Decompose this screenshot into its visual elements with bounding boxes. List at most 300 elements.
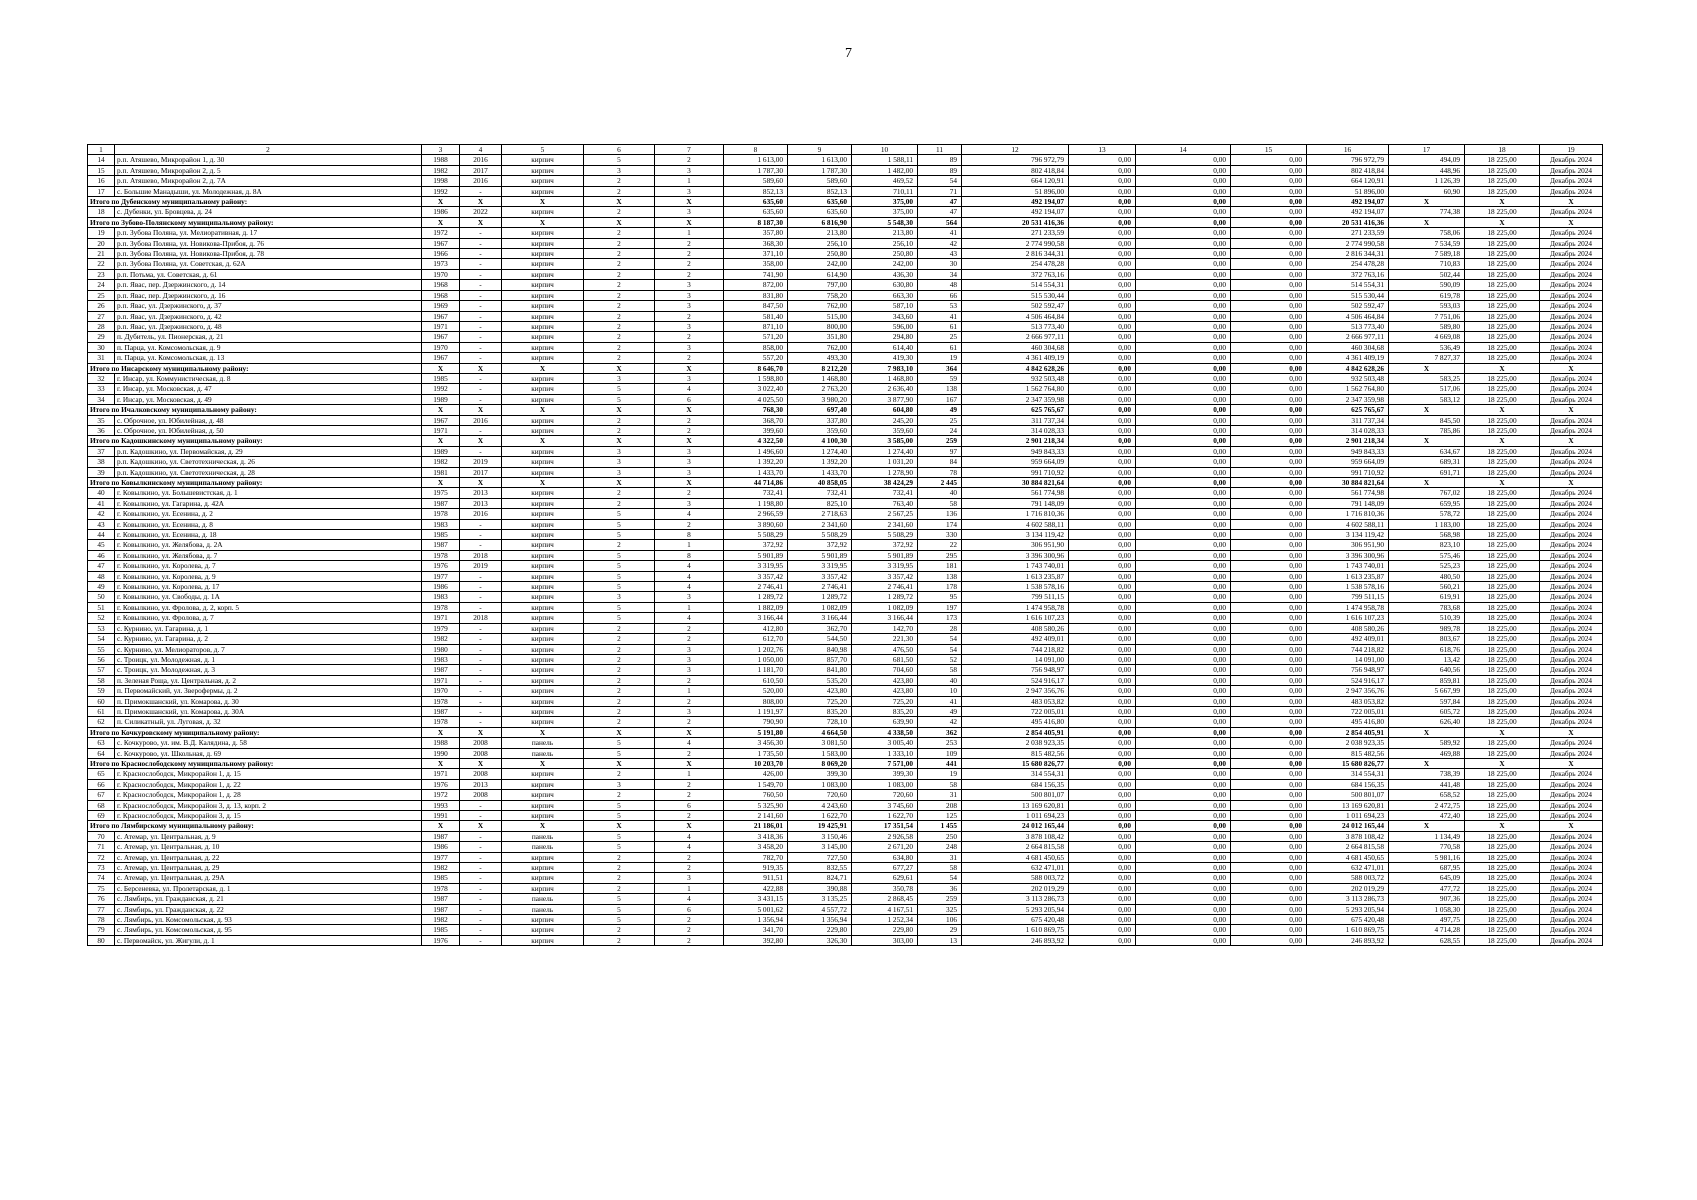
table-cell: 0,00 — [1231, 269, 1307, 279]
table-cell: 2 341,60 — [852, 519, 918, 529]
table-cell: 1966 — [422, 249, 460, 259]
address-cell: г. Краснослободск, Микрорайон 1, д. 28 — [115, 790, 422, 800]
table-cell: 2 — [584, 280, 655, 290]
table-cell: 368,70 — [724, 415, 788, 425]
address-cell: с. Троицк, ул. Молодежная, д. 1 — [115, 654, 422, 664]
table-cell: 2 854 405,91 — [962, 727, 1069, 737]
table-cell: 18 225,00 — [1465, 894, 1540, 904]
table-cell: 18 225,00 — [1465, 269, 1540, 279]
table-cell: 436,30 — [852, 269, 918, 279]
table-cell: 24 012 165,44 — [1307, 821, 1389, 831]
table-cell: 26 — [88, 301, 115, 311]
table-cell: 1 562 764,80 — [962, 384, 1069, 394]
table-cell: 2 774 990,58 — [1307, 238, 1389, 248]
table-cell: 515 530,44 — [1307, 290, 1389, 300]
table-cell: 2 567,25 — [852, 509, 918, 519]
table-cell: Декабрь 2024 — [1540, 706, 1603, 716]
table-cell: X — [1389, 727, 1465, 737]
table-cell: 0,00 — [1231, 457, 1307, 467]
table-cell: 3 — [655, 165, 724, 175]
table-row — [88, 238, 1603, 248]
table-cell: 0,00 — [1069, 686, 1136, 696]
table-row — [88, 894, 1603, 904]
table-cell: 2 947 356,76 — [962, 686, 1069, 696]
table-cell: 1967 — [422, 353, 460, 363]
table-cell: 1982 — [422, 863, 460, 873]
table-cell: 399,30 — [852, 769, 918, 779]
table-cell: 18 225,00 — [1465, 311, 1540, 321]
table-cell: 18 225,00 — [1465, 249, 1540, 259]
table-cell: 808,00 — [724, 696, 788, 706]
table-cell: 68 — [88, 800, 115, 810]
table-cell: 78 — [88, 915, 115, 925]
table-cell: 0,00 — [1069, 457, 1136, 467]
table-cell: 513 773,40 — [962, 321, 1069, 331]
table-cell: 0,00 — [1069, 332, 1136, 342]
table-cell: 2 445 — [918, 478, 962, 488]
table-cell: кирпич — [502, 540, 584, 550]
table-cell: 1 274,40 — [852, 446, 918, 456]
table-cell: 1987 — [422, 706, 460, 716]
table-cell: 0,00 — [1136, 915, 1231, 925]
table-cell: 2 — [655, 238, 724, 248]
table-cell: 213,80 — [852, 228, 918, 238]
table-cell: 4 — [655, 842, 724, 852]
table-cell: 493,30 — [788, 353, 852, 363]
table-cell: 341,70 — [724, 925, 788, 935]
table-cell: 2 — [584, 321, 655, 331]
table-cell: кирпич — [502, 467, 584, 477]
table-cell: 2 — [584, 290, 655, 300]
table-cell: Декабрь 2024 — [1540, 561, 1603, 571]
table-cell: 4 — [655, 738, 724, 748]
table-cell: 0,00 — [1231, 280, 1307, 290]
table-cell: 0,00 — [1069, 176, 1136, 186]
table-cell: 0,00 — [1069, 935, 1136, 945]
table-cell: 3 — [584, 467, 655, 477]
table-cell: 5 — [584, 904, 655, 914]
table-cell: 6 816,90 — [788, 217, 852, 227]
table-cell: X — [502, 405, 584, 415]
table-cell: X — [1540, 436, 1603, 446]
table-cell: - — [460, 425, 502, 435]
address-cell: п. Дубитель, ул. Пионерская, д. 21 — [115, 332, 422, 342]
table-cell: 704,60 — [852, 665, 918, 675]
table-cell: 0,00 — [1136, 436, 1231, 446]
table-cell: 710,11 — [852, 186, 918, 196]
table-cell: 8 646,70 — [724, 363, 788, 373]
table-cell: 3 — [655, 644, 724, 654]
table-cell: 3 150,46 — [788, 831, 852, 841]
table-cell: кирпич — [502, 384, 584, 394]
table-cell: 791 148,09 — [1307, 498, 1389, 508]
table-cell: кирпич — [502, 665, 584, 675]
table-cell: Декабрь 2024 — [1540, 738, 1603, 748]
table-cell: 8 187,30 — [724, 217, 788, 227]
table-cell: X — [1465, 758, 1540, 768]
table-cell: 47 — [918, 207, 962, 217]
table-cell: 4 — [655, 613, 724, 623]
table-cell: 1989 — [422, 394, 460, 404]
table-cell: 15 680 826,77 — [962, 758, 1069, 768]
table-cell: панель — [502, 738, 584, 748]
table-cell: 173 — [918, 613, 962, 623]
table-cell: 4 557,72 — [788, 904, 852, 914]
table-cell: 911,51 — [724, 873, 788, 883]
table-cell: 0,00 — [1136, 644, 1231, 654]
table-cell: 796 972,79 — [1307, 155, 1389, 165]
table-cell: 1 — [655, 540, 724, 550]
table-cell: 1 356,94 — [788, 915, 852, 925]
table-cell: 178 — [918, 582, 962, 592]
table-cell: X — [460, 363, 502, 373]
table-cell: 142,70 — [852, 623, 918, 633]
table-cell: - — [460, 863, 502, 873]
table-cell: кирпич — [502, 935, 584, 945]
table-cell: Декабрь 2024 — [1540, 644, 1603, 654]
table-cell: 0,00 — [1136, 176, 1231, 186]
table-cell: 0,00 — [1136, 852, 1231, 862]
table-cell: 2 — [584, 644, 655, 654]
table-cell: 762,00 — [788, 301, 852, 311]
table-cell: 725,20 — [788, 696, 852, 706]
table-cell: X — [1540, 478, 1603, 488]
table-cell: 16 — [88, 176, 115, 186]
table-cell: 2 038 923,35 — [1307, 738, 1389, 748]
table-cell: - — [460, 301, 502, 311]
table-row — [88, 644, 1603, 654]
table-cell: 1970 — [422, 342, 460, 352]
table-cell: 18 225,00 — [1465, 863, 1540, 873]
table-cell: X — [502, 436, 584, 446]
subtotal-row — [88, 197, 1603, 207]
table-cell: 0,00 — [1136, 488, 1231, 498]
table-cell: - — [460, 321, 502, 331]
table-cell: Декабрь 2024 — [1540, 654, 1603, 664]
table-cell: 1973 — [422, 259, 460, 269]
table-cell: 744 218,82 — [1307, 644, 1389, 654]
table-cell: 1 474 958,78 — [962, 602, 1069, 612]
table-cell: X — [655, 727, 724, 737]
table-cell: 250,80 — [788, 249, 852, 259]
table-cell: 0,00 — [1136, 686, 1231, 696]
table-cell: кирпич — [502, 498, 584, 508]
table-cell: 0,00 — [1069, 623, 1136, 633]
table-cell: 0,00 — [1231, 259, 1307, 269]
table-cell: 3 166,44 — [852, 613, 918, 623]
table-cell: 52 — [918, 654, 962, 664]
table-cell: 22 — [88, 259, 115, 269]
table-cell: 589,60 — [724, 176, 788, 186]
table-cell: 89 — [918, 155, 962, 165]
table-cell: 0,00 — [1136, 925, 1231, 935]
table-row — [88, 935, 1603, 945]
table-cell: 2 — [584, 415, 655, 425]
table-cell: 3 — [655, 342, 724, 352]
table-cell: 2019 — [460, 457, 502, 467]
table-cell: 619,91 — [1389, 592, 1465, 602]
table-cell: 18 225,00 — [1465, 342, 1540, 352]
table-cell: 3 745,60 — [852, 800, 918, 810]
table-row — [88, 883, 1603, 893]
table-cell: 1967 — [422, 415, 460, 425]
table-cell: 0,00 — [1231, 873, 1307, 883]
table-cell: 1967 — [422, 238, 460, 248]
table-cell: 1976 — [422, 935, 460, 945]
table-cell: 18 225,00 — [1465, 769, 1540, 779]
table-cell: 0,00 — [1231, 634, 1307, 644]
table-cell: 4 — [655, 509, 724, 519]
table-cell: - — [460, 811, 502, 821]
table-cell: 770,58 — [1389, 842, 1465, 852]
table-cell: 3 — [655, 665, 724, 675]
table-cell: 32 — [88, 373, 115, 383]
table-cell: 3 081,50 — [788, 738, 852, 748]
table-cell: 18 225,00 — [1465, 446, 1540, 456]
table-row — [88, 394, 1603, 404]
table-cell: 59 — [88, 686, 115, 696]
table-cell: 18 225,00 — [1465, 675, 1540, 685]
table-cell: 1 433,70 — [724, 467, 788, 477]
table-cell: 0,00 — [1231, 550, 1307, 560]
table-cell: 2 — [584, 634, 655, 644]
table-cell: Декабрь 2024 — [1540, 384, 1603, 394]
table-row — [88, 384, 1603, 394]
subtotal-row — [88, 405, 1603, 415]
table-cell: 0,00 — [1136, 842, 1231, 852]
table-cell: 1977 — [422, 571, 460, 581]
table-cell: 3 — [584, 457, 655, 467]
table-cell: 1969 — [422, 301, 460, 311]
table-cell: 4 664,50 — [788, 727, 852, 737]
table-cell: Декабрь 2024 — [1540, 915, 1603, 925]
table-cell: 1 134,49 — [1389, 831, 1465, 841]
table-cell: 18 225,00 — [1465, 321, 1540, 331]
table-cell: 181 — [918, 561, 962, 571]
table-cell: 18 225,00 — [1465, 290, 1540, 300]
table-row — [88, 738, 1603, 748]
table-cell: 0,00 — [1136, 592, 1231, 602]
table-cell: Декабрь 2024 — [1540, 894, 1603, 904]
table-cell: X — [422, 821, 460, 831]
table-cell: кирпич — [502, 800, 584, 810]
table-cell: 2 — [655, 623, 724, 633]
table-cell: 492 409,01 — [962, 634, 1069, 644]
table-cell: 0,00 — [1136, 373, 1231, 383]
column-number: 14 — [1136, 145, 1231, 155]
address-cell: п. Парца, ул. Комсомольская, д. 13 — [115, 353, 422, 363]
table-cell: 0,00 — [1231, 842, 1307, 852]
table-cell: - — [460, 519, 502, 529]
table-cell: 1 468,80 — [788, 373, 852, 383]
table-cell: 40 858,05 — [788, 478, 852, 488]
address-cell: р.п. Явас, ул. Дзержинского, д. 48 — [115, 321, 422, 331]
table-cell: 803,67 — [1389, 634, 1465, 644]
table-cell: кирпич — [502, 519, 584, 529]
table-cell: 1977 — [422, 852, 460, 862]
table-row — [88, 654, 1603, 664]
table-cell: 0,00 — [1069, 540, 1136, 550]
table-cell: 1 622,70 — [852, 811, 918, 821]
table-cell: 0,00 — [1231, 800, 1307, 810]
table-cell: 575,46 — [1389, 550, 1465, 560]
table-cell: 1980 — [422, 644, 460, 654]
table-cell: 254 478,28 — [962, 259, 1069, 269]
table-cell: 7 534,59 — [1389, 238, 1465, 248]
housing-register-table — [87, 144, 1603, 946]
table-cell: 0,00 — [1136, 301, 1231, 311]
table-cell: 0,00 — [1069, 769, 1136, 779]
table-cell: 524 916,17 — [1307, 675, 1389, 685]
table-row — [88, 249, 1603, 259]
table-cell: 2 347 359,98 — [1307, 394, 1389, 404]
table-cell: 2 — [584, 176, 655, 186]
table-cell: 1983 — [422, 592, 460, 602]
table-cell: 8 — [655, 550, 724, 560]
column-number: 11 — [918, 145, 962, 155]
address-cell: р.п. Зубова Поляна, ул. Мелиоративная, д. 17 — [115, 228, 422, 238]
table-cell: 0,00 — [1231, 228, 1307, 238]
table-cell: 756 948,97 — [1307, 665, 1389, 675]
table-cell: 525,23 — [1389, 561, 1465, 571]
table-cell: 2016 — [460, 509, 502, 519]
table-cell: 3 456,30 — [724, 738, 788, 748]
table-cell: 0,00 — [1069, 561, 1136, 571]
table-cell: 0,00 — [1231, 925, 1307, 935]
table-cell: 0,00 — [1069, 571, 1136, 581]
table-cell: 7 751,06 — [1389, 311, 1465, 321]
table-cell: 2 671,20 — [852, 842, 918, 852]
table-cell: 29 — [88, 332, 115, 342]
table-cell: 513 773,40 — [1307, 321, 1389, 331]
table-cell: - — [460, 644, 502, 654]
table-cell: кирпич — [502, 488, 584, 498]
table-cell: 3 357,42 — [852, 571, 918, 581]
table-cell: 0,00 — [1136, 634, 1231, 644]
table-cell: 42 — [918, 717, 962, 727]
table-cell: X — [422, 758, 460, 768]
table-cell: 5 508,29 — [788, 530, 852, 540]
table-cell: Декабрь 2024 — [1540, 488, 1603, 498]
table-cell: кирпич — [502, 446, 584, 456]
table-cell: 20 531 416,36 — [962, 217, 1069, 227]
table-cell: 635,60 — [724, 197, 788, 207]
table-row — [88, 186, 1603, 196]
table-cell: 949 843,33 — [1307, 446, 1389, 456]
table-cell: Декабрь 2024 — [1540, 467, 1603, 477]
table-cell: 44 714,86 — [724, 478, 788, 488]
table-cell: 0,00 — [1231, 519, 1307, 529]
table-cell: 0,00 — [1069, 509, 1136, 519]
table-cell: 5 981,16 — [1389, 852, 1465, 862]
table-cell: 3 — [584, 446, 655, 456]
table-cell: 0,00 — [1231, 353, 1307, 363]
address-cell: р.п. Кадошкино, ул. Светотехническая, д. 26 — [115, 457, 422, 467]
table-cell: X — [502, 217, 584, 227]
table-cell: X — [1465, 217, 1540, 227]
table-cell: 588 003,72 — [1307, 873, 1389, 883]
table-row — [88, 425, 1603, 435]
table-cell: 634,80 — [852, 852, 918, 862]
table-cell: X — [1389, 363, 1465, 373]
table-cell: X — [1540, 197, 1603, 207]
table-cell: 4 338,50 — [852, 727, 918, 737]
table-cell: 1975 — [422, 488, 460, 498]
table-cell: 42 — [918, 238, 962, 248]
table-cell: 18 225,00 — [1465, 665, 1540, 675]
table-cell: 18 225,00 — [1465, 634, 1540, 644]
column-number-row — [88, 145, 1603, 155]
table-cell: 0,00 — [1136, 446, 1231, 456]
table-cell: 738,39 — [1389, 769, 1465, 779]
table-cell: 630,80 — [852, 280, 918, 290]
table-cell: 62 — [88, 717, 115, 727]
table-cell: 687,95 — [1389, 863, 1465, 873]
table-cell: 5 — [584, 602, 655, 612]
table-cell: кирпич — [502, 779, 584, 789]
address-cell: с. Кочкурово, ул. Школьная, д. 69 — [115, 748, 422, 758]
table-cell: 1 333,10 — [852, 748, 918, 758]
table-row — [88, 717, 1603, 727]
table-cell: 0,00 — [1136, 769, 1231, 779]
table-cell: 38 — [88, 457, 115, 467]
table-cell: 1982 — [422, 457, 460, 467]
table-cell: 2 — [584, 873, 655, 883]
table-cell: 1970 — [422, 269, 460, 279]
table-cell: 0,00 — [1136, 217, 1231, 227]
table-cell: 364 — [918, 363, 962, 373]
table-cell: 991 710,92 — [962, 467, 1069, 477]
table-cell: 0,00 — [1136, 186, 1231, 196]
table-cell: 1985 — [422, 925, 460, 935]
table-cell: 5 325,90 — [724, 800, 788, 810]
table-cell: 460 304,68 — [1307, 342, 1389, 352]
table-cell: 372,92 — [724, 540, 788, 550]
table-cell: 758,20 — [788, 290, 852, 300]
address-cell: с. Курнино, ул. Мелиораторов, д. 7 — [115, 644, 422, 654]
table-cell: кирпич — [502, 571, 584, 581]
table-cell: 1987 — [422, 904, 460, 914]
table-cell: 0,00 — [1069, 727, 1136, 737]
table-cell: 815 482,56 — [962, 748, 1069, 758]
table-cell: Декабрь 2024 — [1540, 311, 1603, 321]
table-cell: 2 746,41 — [724, 582, 788, 592]
table-row — [88, 446, 1603, 456]
table-cell: 2 — [584, 863, 655, 873]
table-cell: 2 — [655, 425, 724, 435]
table-cell: 1 583,00 — [788, 748, 852, 758]
table-cell: 5 — [584, 155, 655, 165]
table-cell: 0,00 — [1069, 811, 1136, 821]
table-cell: 256,10 — [852, 238, 918, 248]
address-cell: г. Ковылкино, ул. Гагарина, д. 42А — [115, 498, 422, 508]
table-cell: 242,00 — [852, 259, 918, 269]
table-cell: 0,00 — [1136, 706, 1231, 716]
table-cell: 4 — [655, 571, 724, 581]
table-cell: 0,00 — [1136, 779, 1231, 789]
table-cell: 1978 — [422, 717, 460, 727]
table-cell: 0,00 — [1136, 790, 1231, 800]
table-cell: 10 — [918, 686, 962, 696]
table-cell: 0,00 — [1136, 165, 1231, 175]
table-cell: 2 141,60 — [724, 811, 788, 821]
table-cell: 18 225,00 — [1465, 852, 1540, 862]
table-cell: 2016 — [460, 415, 502, 425]
table-cell: 362,70 — [788, 623, 852, 633]
table-cell: 1987 — [422, 498, 460, 508]
table-cell: 0,00 — [1231, 831, 1307, 841]
table-cell: 18 225,00 — [1465, 540, 1540, 550]
